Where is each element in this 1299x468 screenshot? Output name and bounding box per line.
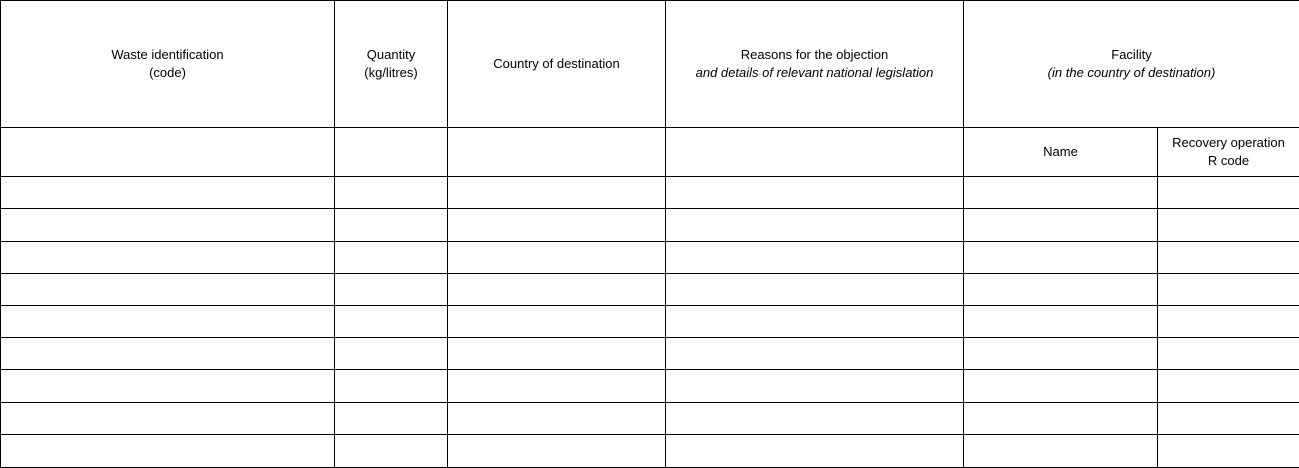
cell-r-code[interactable] bbox=[1158, 402, 1299, 434]
cell-reasons[interactable] bbox=[666, 177, 964, 209]
cell-quantity[interactable] bbox=[335, 305, 448, 337]
subheader-recovery-operation bbox=[1158, 127, 1299, 176]
cell-country[interactable] bbox=[448, 402, 666, 434]
header-facility-label: Facility bbox=[1111, 46, 1152, 62]
table-row bbox=[1, 209, 1299, 241]
cell-quantity[interactable] bbox=[335, 402, 448, 434]
cell-facility-name[interactable] bbox=[964, 434, 1158, 467]
header-quantity-label: Quantity bbox=[366, 46, 416, 62]
subheader-recovery-label: Recovery operation bbox=[1172, 134, 1285, 150]
cell-country[interactable] bbox=[448, 177, 666, 209]
cell-quantity[interactable] bbox=[335, 434, 448, 467]
header-country-of-destination bbox=[448, 1, 666, 128]
cell-quantity[interactable] bbox=[335, 241, 448, 273]
cell-facility-name[interactable] bbox=[964, 273, 1158, 305]
cell-facility-name[interactable] bbox=[964, 177, 1158, 209]
subheader-name-label: Name bbox=[1043, 143, 1078, 159]
cell-r-code[interactable] bbox=[1158, 370, 1299, 402]
cell-country[interactable] bbox=[448, 209, 666, 241]
cell-country[interactable] bbox=[448, 273, 666, 305]
cell-country[interactable] bbox=[448, 338, 666, 370]
header-quantity-sublabel: (kg/litres) bbox=[364, 64, 418, 80]
subheader-row bbox=[1, 127, 1299, 176]
cell-reasons[interactable] bbox=[666, 273, 964, 305]
cell-country[interactable] bbox=[448, 434, 666, 467]
cell-reasons[interactable] bbox=[666, 402, 964, 434]
cell-reasons[interactable] bbox=[666, 434, 964, 467]
cell-quantity[interactable] bbox=[335, 177, 448, 209]
table-row bbox=[1, 402, 1299, 434]
header-facility-sublabel: (in the country of destination) bbox=[1047, 64, 1216, 80]
subheader-facility-name bbox=[964, 127, 1158, 176]
header-waste-identification-sublabel: (code) bbox=[149, 64, 186, 80]
cell-r-code[interactable] bbox=[1158, 434, 1299, 467]
cell-country[interactable] bbox=[448, 241, 666, 273]
cell-waste-code[interactable] bbox=[1, 434, 335, 467]
cell-facility-name[interactable] bbox=[964, 209, 1158, 241]
header-waste-identification-label: Waste identification bbox=[111, 46, 224, 62]
header-row bbox=[1, 1, 1299, 128]
table-row bbox=[1, 370, 1299, 402]
cell-r-code[interactable] bbox=[1158, 209, 1299, 241]
cell-quantity[interactable] bbox=[335, 370, 448, 402]
table-row bbox=[1, 434, 1299, 467]
cell-waste-code[interactable] bbox=[1, 338, 335, 370]
cell-facility-name[interactable] bbox=[964, 305, 1158, 337]
cell-reasons[interactable] bbox=[666, 370, 964, 402]
cell-r-code[interactable] bbox=[1158, 273, 1299, 305]
cell-waste-code[interactable] bbox=[1, 241, 335, 273]
cell-waste-code[interactable] bbox=[1, 209, 335, 241]
table-row bbox=[1, 305, 1299, 337]
cell-facility-name[interactable] bbox=[964, 338, 1158, 370]
cell-waste-code[interactable] bbox=[1, 402, 335, 434]
cell-r-code[interactable] bbox=[1158, 338, 1299, 370]
table-row bbox=[1, 338, 1299, 370]
cell-r-code[interactable] bbox=[1158, 241, 1299, 273]
cell-r-code[interactable] bbox=[1158, 177, 1299, 209]
cell-waste-code[interactable] bbox=[1, 177, 335, 209]
header-reasons-for-objection bbox=[666, 1, 964, 128]
cell-quantity[interactable] bbox=[335, 273, 448, 305]
cell-quantity[interactable] bbox=[335, 209, 448, 241]
subheader-empty-cell bbox=[448, 127, 666, 176]
header-facility bbox=[964, 1, 1299, 128]
header-waste-identification bbox=[1, 1, 335, 128]
header-quantity bbox=[335, 1, 448, 128]
subheader-empty-cell bbox=[666, 127, 964, 176]
table-row bbox=[1, 273, 1299, 305]
cell-reasons[interactable] bbox=[666, 209, 964, 241]
subheader-rcode-label: R code bbox=[1207, 152, 1250, 168]
cell-facility-name[interactable] bbox=[964, 370, 1158, 402]
header-country-label: Country of destination bbox=[493, 55, 620, 71]
table-row bbox=[1, 177, 1299, 209]
subheader-empty-cell bbox=[1, 127, 335, 176]
header-reasons-sublabel: and details of relevant national legislation bbox=[695, 64, 934, 80]
cell-country[interactable] bbox=[448, 305, 666, 337]
subheader-empty-cell bbox=[335, 127, 448, 176]
cell-reasons[interactable] bbox=[666, 338, 964, 370]
cell-waste-code[interactable] bbox=[1, 305, 335, 337]
cell-r-code[interactable] bbox=[1158, 305, 1299, 337]
header-reasons-label: Reasons for the objection bbox=[740, 46, 889, 62]
table-row bbox=[1, 241, 1299, 273]
cell-waste-code[interactable] bbox=[1, 370, 335, 402]
cell-reasons[interactable] bbox=[666, 305, 964, 337]
cell-waste-code[interactable] bbox=[1, 273, 335, 305]
cell-reasons[interactable] bbox=[666, 241, 964, 273]
cell-facility-name[interactable] bbox=[964, 402, 1158, 434]
cell-country[interactable] bbox=[448, 370, 666, 402]
cell-quantity[interactable] bbox=[335, 338, 448, 370]
cell-facility-name[interactable] bbox=[964, 241, 1158, 273]
